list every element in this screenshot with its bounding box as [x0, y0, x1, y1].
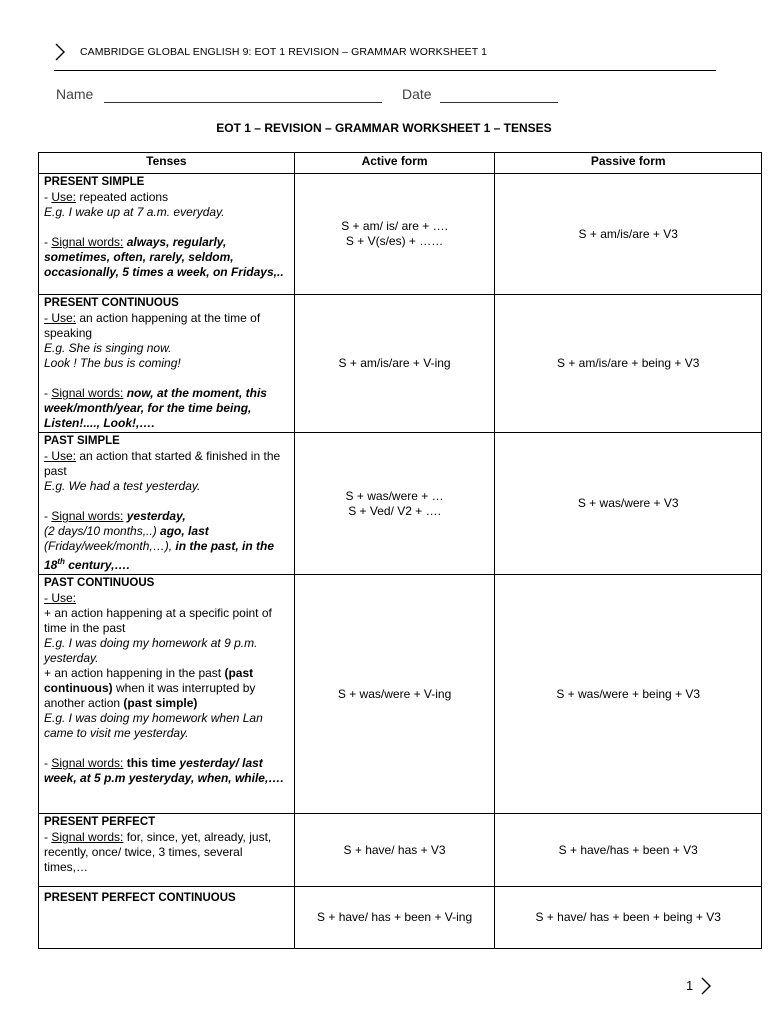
page-number: 1: [686, 978, 694, 993]
example-text: E.g. I was doing my homework when Lan came to visit me yesterday.: [44, 711, 263, 740]
signal-words: yesterday/ last week, at 5 p.m yesteryday, when, while,….: [44, 756, 284, 785]
signal-superscript: th: [57, 557, 65, 566]
example-text: E.g. I wake up at 7 a.m. everyday.: [44, 205, 225, 219]
example-text: Look ! The bus is coming!: [44, 356, 181, 370]
tense-cell: PRESENT SIMPLE - Use: repeated actions E.g. I wake up at 7 a.m. everyday. - Signal words: always, regularly, sometimes, often, rarely, seldom, occasionally, 5 times a week, on Fridays,..: [39, 174, 295, 295]
signal-words: ago, last: [156, 524, 209, 538]
header-passive-form: Passive form: [495, 153, 762, 174]
table-row: [39, 575, 762, 814]
active-formula: S + am/is/are + V-ing: [338, 356, 451, 370]
page-footer: [686, 978, 693, 993]
table-row: [39, 174, 762, 295]
passive-form-cell: [495, 887, 762, 949]
chevron-right-icon: [700, 976, 712, 996]
passive-form-cell: [495, 295, 762, 433]
use-text: + an action happening in the past: [44, 666, 225, 680]
active-formula-2: S + V(s/es) + ……: [345, 234, 444, 248]
signal-words: always, regularly, sometimes, often, rarely, seldom, occasionally, 5 times a week, on Fridays,..: [44, 235, 284, 279]
tense-cell: PRESENT CONTINUOUS - Use: an action happening at the time of speaking E.g. She is singing now. Look ! The bus is coming! - Signal words: now, at the moment, this week/month/year, for the time being, Listen!...., Look!,….: [39, 295, 295, 433]
passive-formula: S + was/were + V3: [577, 496, 679, 510]
header-text: CAMBRIDGE GLOBAL ENGLISH 9: EOT 1 REVISION – GRAMMAR WORKSHEET 1: [80, 46, 488, 58]
tenses-table: [38, 152, 762, 949]
active-form-cell: [294, 174, 495, 295]
use-label: Use:: [51, 311, 77, 325]
passive-form-cell: [495, 814, 762, 887]
chevron-right-icon: [54, 42, 66, 62]
use-text: an action that started & finished in the past: [44, 449, 281, 478]
use-text: repeated actions: [76, 190, 169, 204]
signal-label: Signal words:: [51, 386, 124, 400]
table-row: [39, 887, 762, 949]
signal-words: (Friday/week/month,…),: [44, 539, 173, 553]
passive-formula: S + am/is/are + being + V3: [557, 356, 700, 370]
tense-cell: [39, 887, 295, 949]
table-header-row: [39, 153, 762, 174]
active-formula-1: S + am/ is/ are + ….: [341, 219, 448, 233]
use-label: Use:: [51, 449, 77, 463]
signal-words: century,….: [64, 558, 130, 572]
table-row: [39, 433, 762, 575]
tense-name: PRESENT SIMPLE: [44, 176, 145, 188]
tense-cell: PRESENT PERFECT - Signal words: for, since, yet, already, just, recently, once/ twice, 3 times, several times,…: [39, 814, 295, 887]
signal-words: yesterday,: [123, 509, 186, 523]
passive-form-cell: [495, 433, 762, 575]
tense-cell: PAST SIMPLE - Use: an action that started & finished in the past E.g. We had a test yesterday. - Signal words: yesterday, (2 days/10 months,..) ago, last (Friday/week/month,…), in the past, in the 18th century,….: [39, 433, 295, 575]
signal-label: Signal words:: [51, 830, 124, 844]
active-form-cell: [294, 433, 495, 575]
use-text: an action happening at the time of speaking: [44, 311, 261, 340]
tense-name: PRESENT PERFECT CONTINUOUS: [44, 892, 236, 904]
tense-name: PRESENT PERFECT: [44, 816, 156, 828]
signal-words: in the past, in the 18: [44, 539, 275, 572]
use-label: Use:: [51, 190, 77, 204]
tense-name: PRESENT CONTINUOUS: [44, 297, 179, 309]
use-text: (past continuous): [44, 666, 254, 695]
signal-label: Signal words:: [51, 509, 124, 523]
tense-cell: PAST CONTINUOUS - Use: + an action happening at a specific point of time in the past E.g. I was doing my homework at 9 p.m. yesterday. + an action happening in the past (past continuous) when it was interrupted by another action (past simple) E.g. I was doing my homework when Lan came to visit me yesterday. - Signal words: this time yesterday/ last week, at 5 p.m yesteryday, when, while,….: [39, 575, 295, 814]
name-field[interactable]: [104, 102, 382, 103]
signal-words: now, at the moment, this week/month/year, for the time being, Listen!...., Look!,….: [44, 386, 267, 430]
passive-formula: S + have/ has + been + being + V3: [535, 910, 721, 924]
active-form-cell: [294, 814, 495, 887]
passive-formula: S + was/were + being + V3: [556, 686, 701, 701]
name-label: Name: [56, 86, 94, 102]
table-row: [39, 814, 762, 887]
example-text: E.g. I was doing my homework at 9 p.m. yesterday.: [44, 636, 258, 665]
page-header: [54, 42, 716, 71]
passive-formula: S + have/has + been + V3: [558, 842, 698, 857]
passive-form-cell: [495, 575, 762, 814]
worksheet-title: EOT 1 – REVISION – GRAMMAR WORKSHEET 1 – TENSES: [216, 121, 552, 135]
use-text: (past simple): [123, 696, 198, 710]
header-tenses: Tenses: [39, 153, 295, 174]
signal-label: Signal words:: [51, 756, 124, 770]
tense-name: PAST CONTINUOUS: [44, 577, 155, 589]
passive-formula: S + am/is/are + V3: [578, 226, 678, 241]
active-form-cell: [294, 887, 495, 949]
active-formula-2: S + Ved/ V2 + ….: [348, 503, 441, 518]
use-label: Use:: [51, 591, 77, 605]
table-row: [39, 295, 762, 433]
active-formula: S + have/ has + been + V-ing: [317, 910, 473, 924]
header-active-form: Active form: [294, 153, 495, 174]
active-form-cell: [294, 295, 495, 433]
active-formula-1: S + was/were + …: [345, 488, 444, 503]
signal-words: (2 days/10 months,..): [44, 524, 157, 538]
date-label: Date: [402, 86, 432, 102]
use-text: when it was interrupted by another action: [44, 681, 256, 710]
example-text: E.g. She is singing now.: [44, 341, 172, 355]
active-form-cell: [294, 575, 495, 814]
active-formula: S + have/ has + V3: [343, 842, 446, 857]
date-field[interactable]: [440, 102, 558, 103]
passive-form-cell: [495, 174, 762, 295]
example-text: E.g. We had a test yesterday.: [44, 479, 201, 493]
use-text: + an action happening at a specific point of time in the past: [44, 606, 272, 635]
signal-words: this time: [123, 756, 180, 770]
signal-words: for, since, yet, already, just, recently, once/ twice, 3 times, several times,…: [44, 830, 272, 874]
tense-name: PAST SIMPLE: [44, 435, 120, 447]
signal-label: Signal words:: [51, 235, 124, 249]
active-formula: S + was/were + V-ing: [337, 686, 452, 701]
